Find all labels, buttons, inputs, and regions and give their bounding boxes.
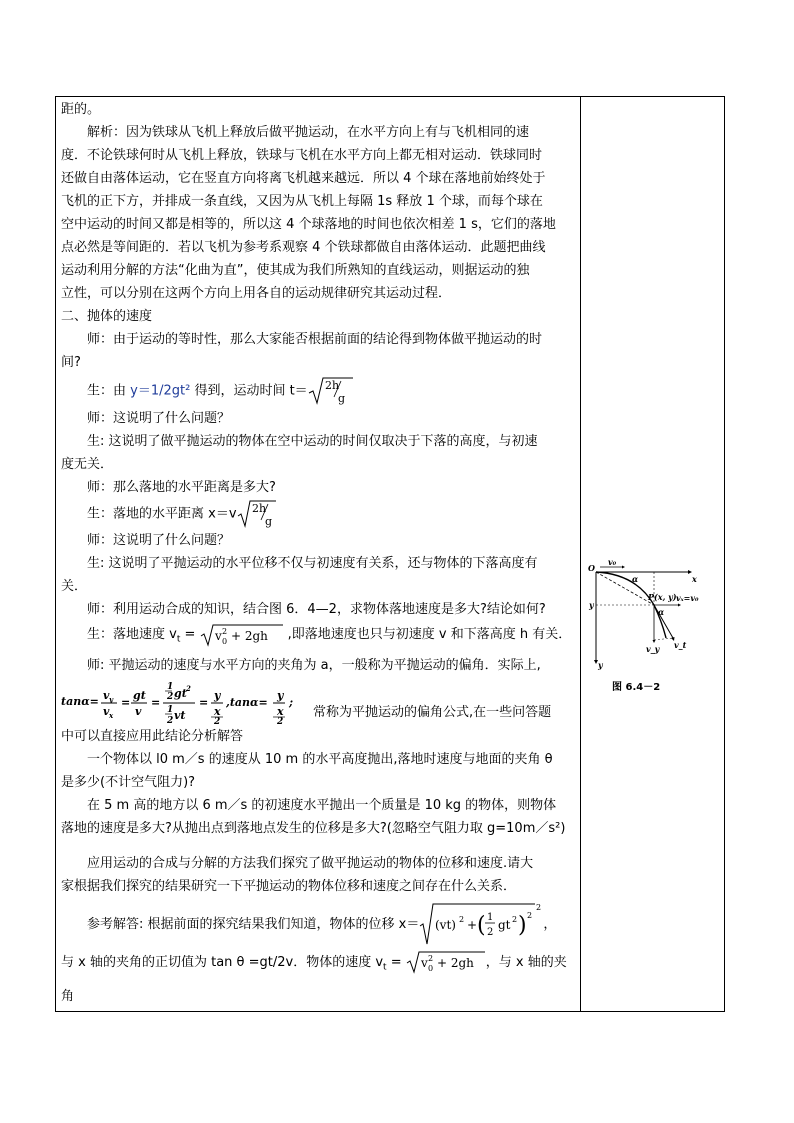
svg-text:2: 2 [214,716,221,725]
analysis-line-4: 飞机的正下方，并排成一条直线，又因为从飞机上每隔 1s 释放 1 个球，而每个球在 [61,194,543,209]
projectile-figure [588,560,708,690]
svg-text:y: y [109,694,114,704]
paragraph-3a: 应用运动的合成与分解的方法我们探究了做平抛运动的物体的位移和速度.请大 [87,855,534,871]
svg-text:0: 0 [221,636,227,646]
svg-text:(: ( [477,913,486,939]
svg-text:(vt): (vt) [435,918,457,933]
teacher-line-3: 师：那么落地的水平距离是多大? [87,479,276,495]
student-1-equation: y＝1/2gt² [130,383,195,399]
column-divider [580,96,581,1012]
sqrt-v0sq-2gh-2 [406,950,486,974]
svg-text:g: g [337,392,345,405]
formula-tail-2: 中可以直接应用此结论分析解答 [61,728,244,744]
last-line: 与 x 轴的夹角的正切值为 tan θ =gt/2v．物体的速度 $v_t$ = v 2 0 + 2gh ，与 x 轴的夹角 [61,948,577,1013]
fig-vx: vₓ=v₀ [676,593,699,603]
student-line-4a: 生: 这说明了平抛运动的水平位移不仅与初速度有关系，还与物体的下落高度有 [87,556,538,571]
student-5-sub: t [176,634,181,645]
svg-text:tanα=: tanα= [61,694,99,708]
svg-text:v: v [420,956,428,971]
svg-text:2h: 2h [324,379,339,392]
student-1-mid: 得到，运动时间 t＝ [194,383,308,399]
last-sub: t [383,962,387,973]
student-line-1 [61,376,577,407]
fig-y-axis: y [598,660,603,670]
svg-text:x: x [109,710,114,720]
problem-1a: 一个物体以 l0 m／s 的速度从 10 m 的水平高度抛出,落地时速度与地面的夹角 θ [87,751,553,767]
svg-text:2: 2 [277,716,284,725]
svg-text:1: 1 [487,912,494,924]
svg-text:y: y [214,688,221,702]
svg-text:+ 2gh: + 2gh [436,956,474,971]
paragraph-3b: 家根据我们探究的结果研究一下平抛运动的物体位移和速度之间存在什么关系． [61,878,517,894]
student-3-prefix: 生：落地的水平距离 x＝v [87,506,237,521]
problem-1b: 是多少(不计空气阻力)? [61,774,196,790]
formula-tail: 常称为平抛运动的偏角公式,在一些问答题 [313,704,552,720]
analysis-line-5: 空中运动的时间又都是相等的，所以这 4 个球落地的时间也依次相差 1 s，它们的落地 [61,217,556,232]
fig-vt: v_t [674,640,687,650]
deflection-angle-formula [61,677,321,725]
svg-text:): ) [518,913,527,939]
fig-x-axis: x [692,574,697,584]
teacher-line-5: 师：利用运动合成的知识，结合图 6．4—2，求物体落地速度是多大?结论如何? [87,602,546,617]
svg-text:2h: 2h [251,501,266,515]
svg-text:gt: gt [174,686,187,700]
svg-text:2: 2 [167,715,174,725]
sqrt-2h-over-g [308,376,354,406]
svg-text:2: 2 [512,915,518,925]
sqrt-2h-over-g-2 [237,499,277,529]
analysis-line-7: 运动利用分解的方法“化曲为直”，使其成为我们所熟知的直线运动，则据运动的独 [61,263,530,278]
fig-v0-top: v₀ [608,560,617,567]
svg-text:2: 2 [459,915,465,925]
analysis-line-2: 度．不论铁球何时从飞机上释放，铁球与飞机在水平方向上都无相对运动．铁球同时 [61,148,543,163]
svg-text:2: 2 [536,903,542,913]
svg-text:=: = [121,695,131,709]
lesson-content [61,98,577,1012]
student-line-5: 生：落地速度 $v_t$ = v 2 0 + 2gh ,即落地速度也只与初速度 v 和下落高度 h 有关． [61,621,577,654]
svg-text:2: 2 [427,954,433,964]
teacher-line-6: 师: 平抛运动的速度与水平方向的夹角为 a，一般称为平抛运动的偏角．实际上, [87,657,541,673]
angle-formula-block [61,677,577,725]
teacher-line-1a: 师：由于运动的等时性，那么大家能否根据前面的结论得到物体做平抛运动的时 [87,332,543,347]
analysis-line-1: 解析：因为铁球从飞机上释放后做平抛运动，在水平方向上有与飞机相同的速 [87,125,530,140]
svg-text:;: ; [289,695,294,709]
svg-text:g: g [264,514,272,528]
student-1-prefix: 生：由 [87,383,131,399]
teacher-line-2: 师：这说明了什么问题？ [87,410,231,426]
svg-text:2: 2 [527,911,533,921]
svg-text:2: 2 [186,683,191,693]
fig-y-tick: y [589,600,594,610]
figure-caption: 图 6.4－2 [612,682,661,693]
answer-line [61,902,577,948]
student-line-4b: 关． [61,579,88,594]
analysis-line-8: 立性，可以分别在这两个方向上用各自的运动规律研究其运动过程． [61,286,452,301]
svg-text:1: 1 [167,704,174,715]
svg-text:x: x [277,704,284,718]
student-line-2a: 生: 这说明了做平抛运动的物体在空中运动的时间仅取决于下落的高度，与初速 [87,433,538,449]
fig-alpha-top: α [632,574,639,584]
svg-text:+: + [467,918,478,933]
svg-text:gt: gt [498,918,511,933]
problem-2b: 落地的速度是多大?从抛出点到落地点发生的位移是多大?(忽略空气阻力取 g=10m／s²) [61,820,566,836]
teacher-line-1b: 间? [61,355,81,370]
svg-text:v: v [103,704,110,718]
svg-text:0: 0 [427,964,433,974]
svg-text:v: v [135,704,142,718]
line-1: 距的。 [61,102,101,117]
svg-text:1: 1 [167,681,174,692]
svg-text:vt: vt [174,708,186,722]
sqrt-v0sq-2gh [200,623,284,647]
fig-vy: v_y [646,644,660,654]
teacher-line-4: 师：这说明了什么问题？ [87,533,231,548]
svg-text:2: 2 [487,927,494,939]
svg-text:2: 2 [221,626,227,636]
fig-origin: O [588,563,595,573]
svg-text:gt: gt [133,688,146,702]
answer-post: ， [543,916,557,932]
svg-text:+ 2gh: + 2gh [230,628,268,643]
problem-2a: 在 5 m 高的地方以 6 m／s 的初速度水平抛出一个质量是 10 kg 的物体，则物体 [87,797,557,813]
svg-text:x: x [214,704,221,718]
last-post: ，与 x 轴的夹角 [61,954,567,1005]
svg-text:v: v [103,688,110,702]
student-line-2b: 度无关． [61,456,114,472]
svg-text:2: 2 [167,691,174,702]
svg-text:=: = [151,695,161,709]
svg-text:v: v [214,628,222,643]
student-5-prefix: 生：落地速度 v [87,627,177,642]
fig-alpha-p: α [658,607,665,617]
fig-point-p: P(x, y) [648,592,677,602]
analysis-line-3: 还做自由落体运动，它在竖直方向将离飞机越来越远．所以 4 个球在落地前始终处于 [61,171,546,186]
student-line-3 [61,499,577,530]
displacement-formula [419,902,543,946]
svg-text:y: y [277,688,284,702]
analysis-line-6: 点必然是等间距的．若以飞机为参考系观察 4 个铁球都做自由落体运动．此题把曲线 [61,240,546,255]
student-5-post: ,即落地速度也只与初速度 v 和下落高度 h 有关． [283,627,572,642]
svg-text:=: = [199,695,209,709]
answer-prefix: 参考解答: 根据前面的探究结果我们知道，物体的位移 x＝ [87,916,420,932]
spacer [61,840,577,852]
last-prefix: 与 x 轴的夹角的正切值为 tan θ =gt/2v．物体的速度 v [61,954,384,970]
svg-text:,tanα=: ,tanα= [226,695,268,709]
section-heading: 二、抛体的速度 [61,309,153,324]
